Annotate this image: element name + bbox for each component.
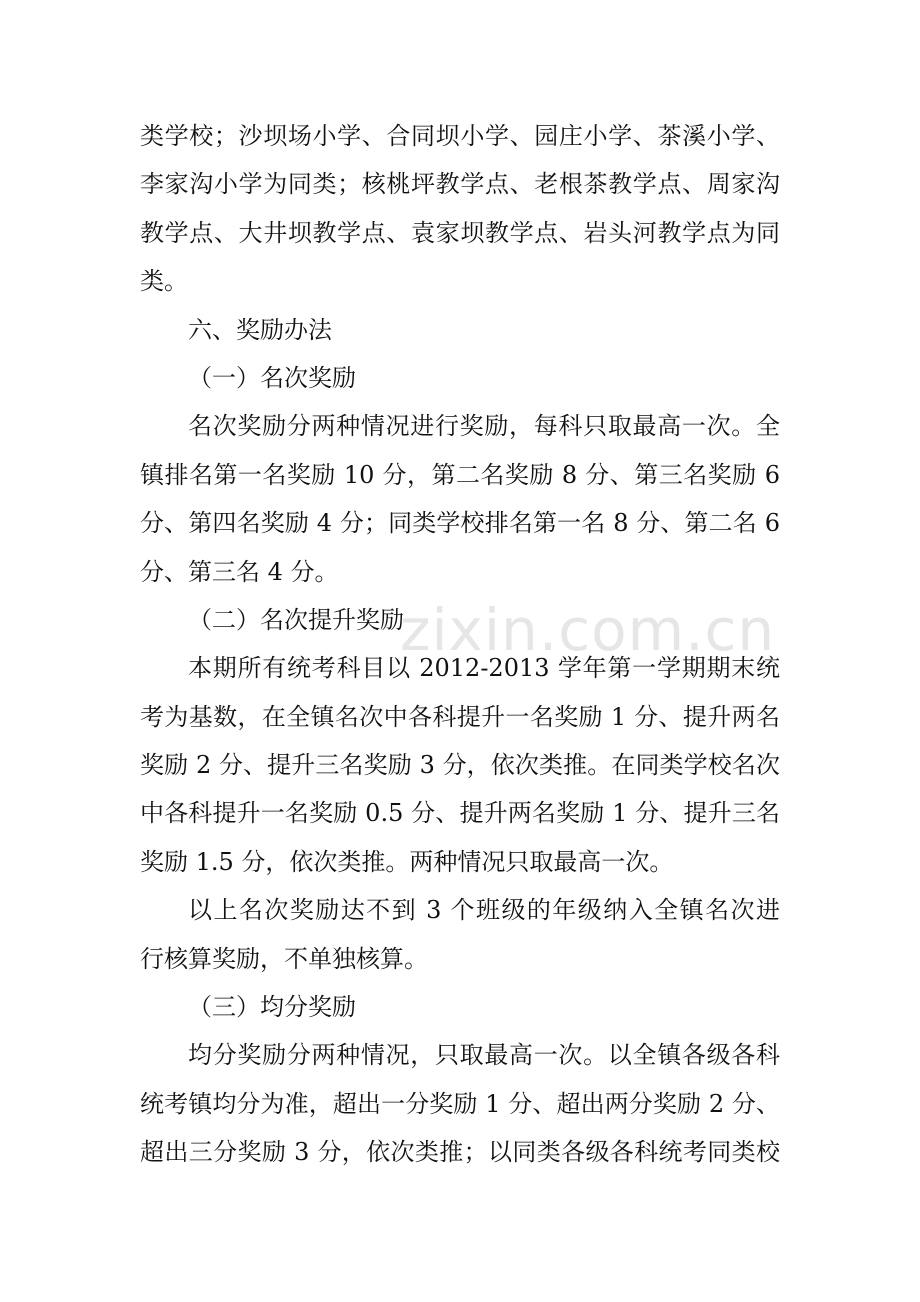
document-body [140,112,780,1177]
text-line: 以上名次奖励达不到 3 个班级的年级纳入全镇名次进 [188,896,780,925]
text-line: 李家沟小学为同类；核桃坪教学点、老根茶教学点、周家沟 [140,170,780,199]
text-line: 分、第四名奖励 4 分；同类学校排名第一名 8 分、第二名 6 [140,509,780,538]
text-line: （二）名次提升奖励 [188,605,404,634]
text-line: 教学点、大井坝教学点、袁家坝教学点、岩头河教学点为同 [140,218,780,247]
text-line: 类。 [140,267,188,296]
text-line: 类学校；沙坝场小学、合同坝小学、园庄小学、茶溪小学、 [140,122,780,150]
text-line: 分、第三名 4 分。 [140,557,339,586]
text-line: 中各科提升一名奖励 0.5 分、提升两名奖励 1 分、提升三名 [140,799,780,828]
text-line: 名次奖励分两种情况进行奖励，每科只取最高一次。全 [188,412,780,441]
text-line: 考为基数，在全镇名次中各科提升一名奖励 1 分、提升两名 [140,702,780,731]
text-line: 镇排名第一名奖励 10 分，第二名奖励 8 分、第三名奖励 6 [140,460,780,489]
text-line: （三）均分奖励 [188,993,356,1022]
text-line: 奖励 1.5 分，依次类推。两种情况只取最高一次。 [140,847,674,876]
text-line: 均分奖励分两种情况，只取最高一次。以全镇各级各科 [188,1041,780,1070]
text-line: 奖励 2 分、提升三名奖励 3 分，依次类推。在同类学校名次 [140,751,780,780]
text-line: 六、奖励办法 [188,315,332,344]
text-line: 统考镇均分为准，超出一分奖励 1 分、超出两分奖励 2 分、 [140,1089,780,1118]
watermark-text: zixin.com.cn [400,596,776,664]
text-line: 超出三分奖励 3 分，依次类推；以同类各级各科统考同类校 [140,1138,780,1167]
text-line: 行核算奖励，不单独核算。 [140,944,428,973]
text-line: （一）名次奖励 [188,363,356,392]
text-line: 本期所有统考科目以 2012-2013 学年第一学期期末统 [188,654,780,683]
